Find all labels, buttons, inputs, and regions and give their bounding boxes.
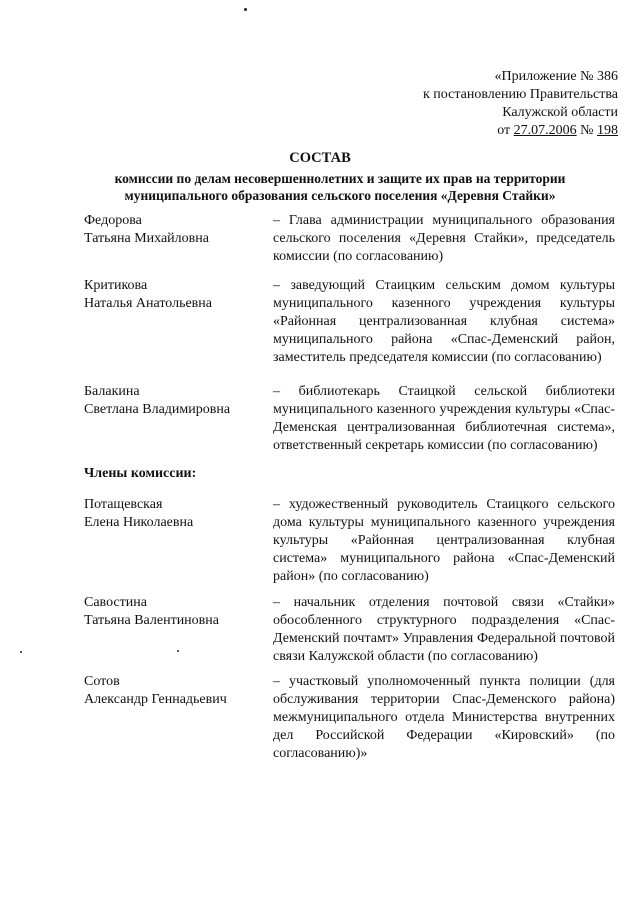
person-name: [84, 277, 264, 313]
person-surname: Балакина: [84, 384, 140, 399]
person-role: – начальник отделения почтовой связи «Стайки» обособленного структурного подразделения «Спас-Деменский почтамт» Управления Федеральной почтовой связи Калужской области (по согласованию): [273, 595, 615, 664]
person-name: [84, 496, 264, 532]
person-surname: Савостина: [84, 595, 147, 610]
person-given-name: Наталья Анатольевна: [84, 296, 213, 311]
person-role: – участковый уполномоченный пункта полиции (для обслуживания территории Спас-Деменского района) межмуниципального отдела Министерства внутренних дел Российской Федерации «Кировский» (по согласованию)»: [273, 674, 615, 761]
person-name: [84, 212, 264, 248]
scan-speck: [20, 651, 22, 653]
subtitle-line: комиссии по делам несовершеннолетних и защите их прав на территории: [114, 171, 566, 186]
person-name: [84, 673, 264, 709]
person-surname: Критикова: [84, 278, 148, 293]
resolution-date: 27.07.2006: [513, 123, 577, 138]
person-given-name: Александр Геннадьевич: [84, 692, 227, 707]
appendix-region: Калужской области: [502, 105, 618, 120]
scan-speck: [177, 650, 179, 652]
person-name: [84, 594, 264, 630]
resolution-number: 198: [597, 123, 618, 138]
date-prefix: от: [497, 123, 514, 138]
number-sign: №: [576, 123, 597, 138]
appendix-number: «Приложение № 386: [494, 69, 618, 84]
person-given-name: Елена Николаевна: [84, 515, 194, 530]
person-given-name: Татьяна Валентиновна: [84, 613, 219, 628]
person-given-name: Татьяна Михайловна: [84, 231, 209, 246]
person-given-name: Светлана Владимировна: [84, 402, 231, 417]
person-role: – библиотекарь Стаицкой сельской библиотеки муниципального казенного учреждения культуры «Спас-Деменская централизованная библиотечная система», ответственный секретарь комиссии (по согласованию): [273, 384, 615, 453]
person-surname: Сотов: [84, 674, 120, 689]
person-role: – Глава администрации муниципального образования сельского поселения «Деревня Стайки», председатель комиссии (по согласованию): [273, 213, 615, 264]
person-surname: Потащевская: [84, 497, 163, 512]
document-title: СОСТАВ: [289, 150, 351, 166]
scan-speck: [244, 8, 247, 11]
person-name: [84, 383, 264, 419]
person-role: – заведующий Стаицким сельским домом культуры муниципального казенного учреждения культуры «Районная централизованная клубная система» муниципального района «Спас-Деменский район, заместитель председателя комиссии (по согласованию): [273, 278, 615, 365]
appendix-header: [423, 68, 618, 140]
subtitle-line: муниципального образования сельского поселения «Деревня Стайки»: [124, 188, 556, 203]
person-role: – художественный руководитель Стаицкого сельского дома культуры муниципального казенного учреждения культуры «Районная централизованная клубная система» муниципального района «Спас-Деменский район» (по согласованию): [273, 497, 615, 584]
members-heading: Члены комиссии:: [84, 466, 197, 481]
document-subtitle: [70, 170, 610, 204]
appendix-resolution: к постановлению Правительства: [422, 87, 618, 102]
appendix-date-line: [423, 122, 618, 140]
person-surname: Федорова: [84, 213, 142, 228]
